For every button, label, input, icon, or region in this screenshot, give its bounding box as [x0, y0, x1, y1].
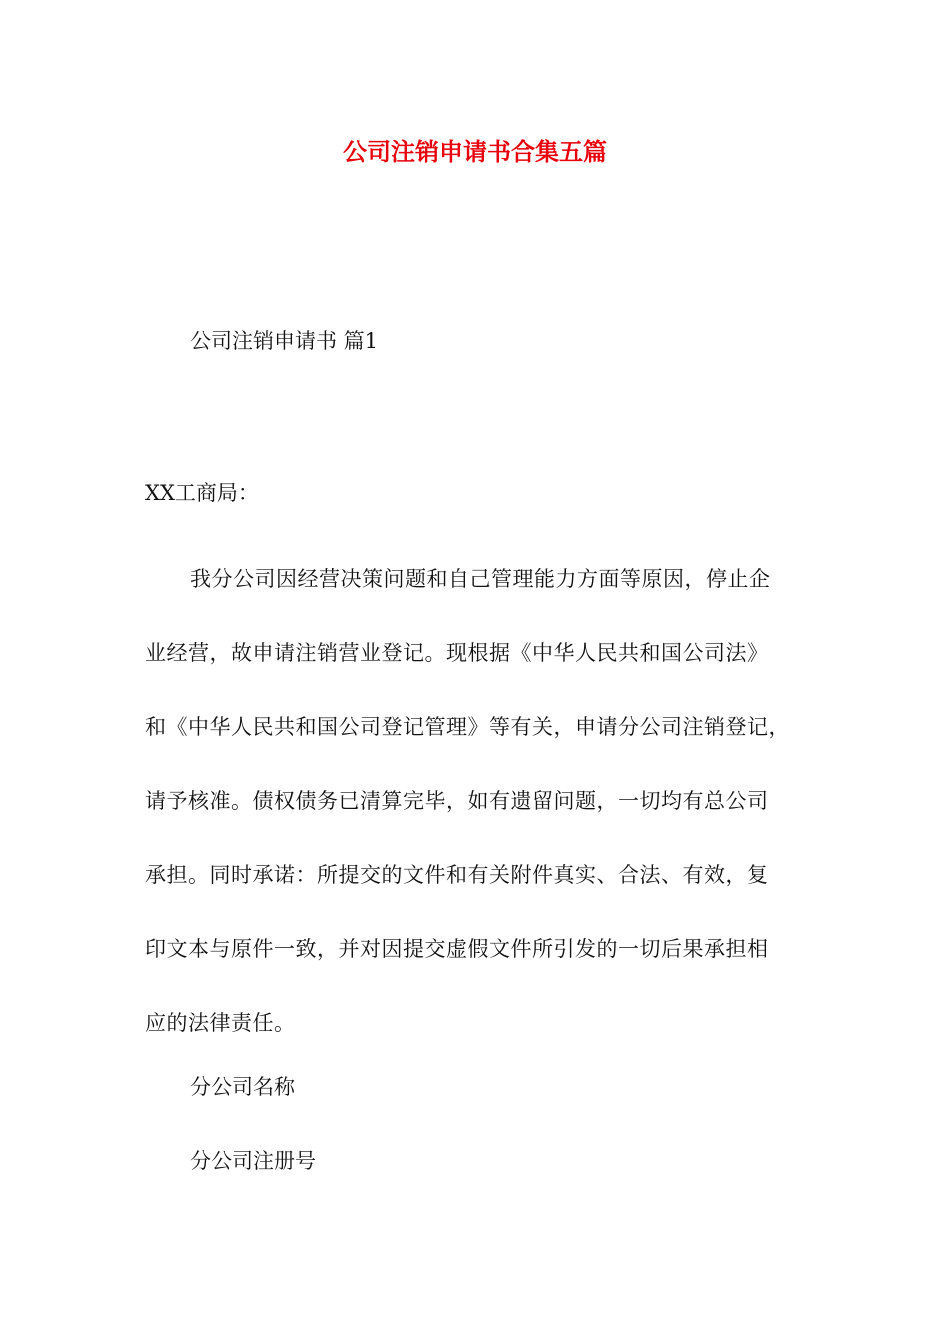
body-line: 承担。同时承诺：所提交的文件和有关附件真实、合法、有效，复 — [145, 863, 769, 887]
body-line: 请予核准。债权债务已清算完毕，如有遗留问题，一切均有总公司 — [145, 789, 769, 813]
field-branch-name: 分公司名称 — [190, 1075, 295, 1099]
body-paragraph — [145, 542, 813, 1060]
body-line: 业经营，故申请注销营业登记。现根据《中华人民共和国公司法》 — [145, 641, 769, 665]
document-title: 公司注销申请书合集五篇 — [343, 137, 607, 166]
body-line: 我分公司因经营决策问题和自己管理能力方面等原因，停止企 — [190, 567, 771, 591]
body-line: 和《中华人民共和国公司登记管理》等有关，申请分公司注销登记， — [145, 715, 790, 739]
field-branch-registration-number: 分公司注册号 — [190, 1149, 316, 1173]
section-heading: 公司注销申请书 篇1 — [190, 329, 379, 353]
body-line: 印文本与原件一致，并对因提交虚假文件所引发的一切后果承担相 — [145, 937, 769, 961]
body-line: 应的法律责任。 — [145, 1011, 296, 1035]
salutation: XX工商局： — [145, 481, 259, 505]
